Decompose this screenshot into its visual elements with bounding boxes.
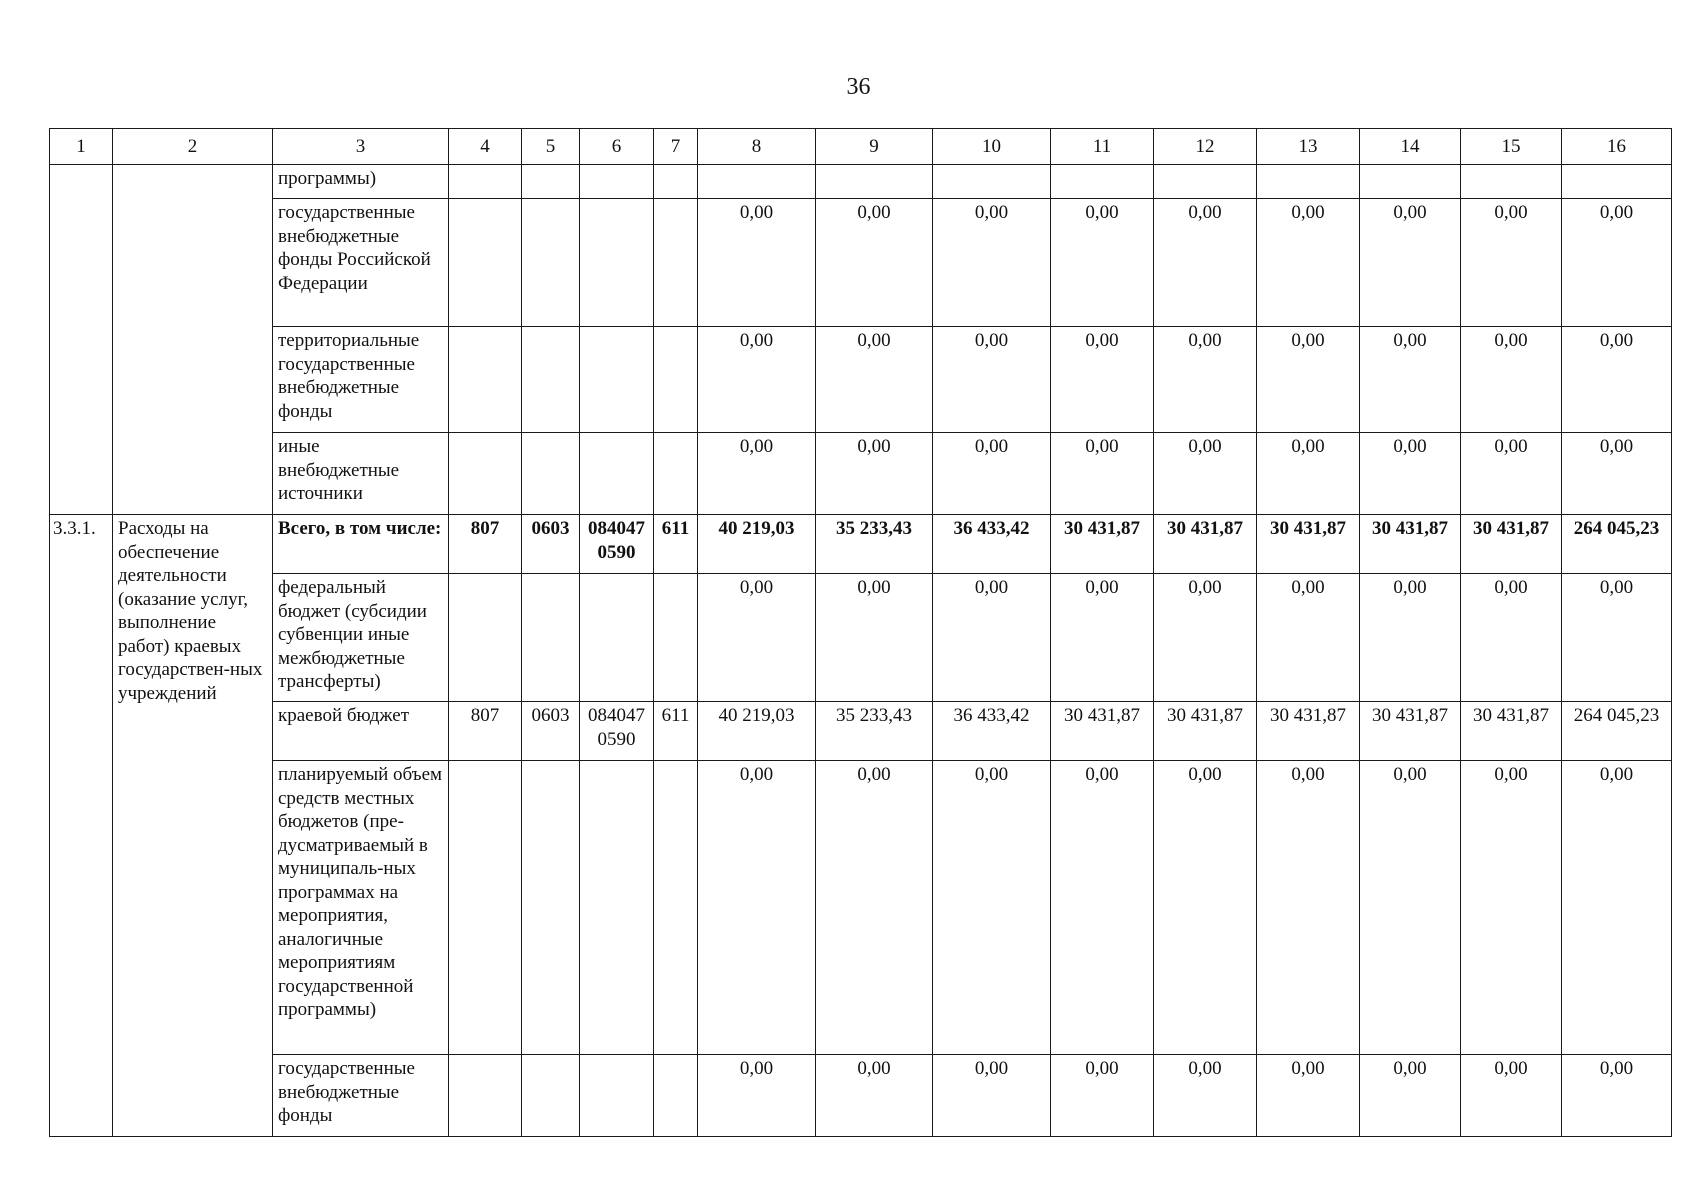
value-cell: 0,00	[816, 1055, 933, 1137]
value-cell: 0,00	[1154, 574, 1257, 702]
value-cell: 0,00	[698, 433, 816, 515]
value-cell: 0,00	[1051, 1055, 1154, 1137]
grbs-code	[449, 574, 522, 702]
value-cell	[698, 165, 816, 199]
column-header: 12	[1154, 129, 1257, 165]
funding-source: программы)	[273, 165, 449, 199]
value-cell: 0,00	[1461, 1055, 1562, 1137]
value-cell: 0,00	[933, 761, 1051, 1055]
value-cell	[933, 165, 1051, 199]
item-name-cell	[113, 165, 273, 515]
column-header: 10	[933, 129, 1051, 165]
value-cell: 0,00	[933, 433, 1051, 515]
value-cell: 0,00	[1154, 433, 1257, 515]
funding-source: государственные внебюджетные фонды Российской Федерации	[273, 199, 449, 327]
table-row	[50, 574, 1672, 702]
column-header: 8	[698, 129, 816, 165]
value-cell: 264 045,23	[1562, 515, 1672, 574]
vr-code	[654, 1055, 698, 1137]
value-cell: 0,00	[698, 327, 816, 433]
value-cell: 0,00	[1360, 1055, 1461, 1137]
value-cell: 30 431,87	[1154, 702, 1257, 761]
item-number-cell	[50, 165, 113, 515]
value-cell: 0,00	[1562, 199, 1672, 327]
value-cell: 0,00	[1360, 199, 1461, 327]
table-row	[50, 433, 1672, 515]
column-header: 5	[522, 129, 580, 165]
budget-table	[49, 128, 1672, 1137]
value-cell: 0,00	[1154, 1055, 1257, 1137]
value-cell	[1461, 165, 1562, 199]
value-cell: 0,00	[1562, 1055, 1672, 1137]
value-cell: 30 431,87	[1461, 515, 1562, 574]
value-cell: 0,00	[1461, 574, 1562, 702]
value-cell: 40 219,03	[698, 515, 816, 574]
funding-source: территориальные государственные внебюджетные фонды	[273, 327, 449, 433]
value-cell: 30 431,87	[1360, 515, 1461, 574]
value-cell: 0,00	[1051, 433, 1154, 515]
value-cell: 0,00	[698, 574, 816, 702]
grbs-code: 807	[449, 702, 522, 761]
grbs-code	[449, 761, 522, 1055]
value-cell: 0,00	[1154, 199, 1257, 327]
value-cell: 0,00	[816, 761, 933, 1055]
value-cell: 35 233,43	[816, 702, 933, 761]
value-cell	[816, 165, 933, 199]
csr-code: 084047 0590	[580, 702, 654, 761]
column-header: 14	[1360, 129, 1461, 165]
value-cell	[1257, 165, 1360, 199]
value-cell: 0,00	[1360, 574, 1461, 702]
column-header: 11	[1051, 129, 1154, 165]
value-cell: 0,00	[933, 1055, 1051, 1137]
value-cell: 30 431,87	[1461, 702, 1562, 761]
value-cell: 0,00	[933, 574, 1051, 702]
table-row	[50, 327, 1672, 433]
value-cell: 36 433,42	[933, 702, 1051, 761]
table-row	[50, 702, 1672, 761]
value-cell: 0,00	[1461, 433, 1562, 515]
value-cell: 0,00	[1461, 199, 1562, 327]
csr-code: 084047 0590	[580, 515, 654, 574]
page-number: 36	[846, 74, 871, 100]
table-row	[50, 1055, 1672, 1137]
header-row	[50, 129, 1672, 165]
value-cell: 30 431,87	[1257, 515, 1360, 574]
value-cell: 30 431,87	[1051, 702, 1154, 761]
value-cell: 0,00	[1051, 574, 1154, 702]
table-row	[50, 165, 1672, 199]
value-cell: 0,00	[1562, 574, 1672, 702]
value-cell	[1562, 165, 1672, 199]
value-cell: 0,00	[1562, 761, 1672, 1055]
column-header: 2	[113, 129, 273, 165]
item-name: Расходы на обеспечение деятельности (оказание услуг, выполнение работ) краевых государствен-ных учреждений	[113, 515, 273, 1137]
funding-source: краевой бюджет	[273, 702, 449, 761]
value-cell: 0,00	[816, 327, 933, 433]
funding-source: планируемый объем средств местных бюджетов (пре-дусматриваемый в муниципаль-ных программах на мероприятия, аналогичные мероприятиям государственной программы)	[273, 761, 449, 1055]
value-cell: 0,00	[698, 761, 816, 1055]
funding-source: иные внебюджетные источники	[273, 433, 449, 515]
table-row-total	[50, 515, 1672, 574]
column-header: 3	[273, 129, 449, 165]
rzpr-code: 0603	[522, 515, 580, 574]
value-cell: 30 431,87	[1051, 515, 1154, 574]
rzpr-code	[522, 1055, 580, 1137]
column-header: 6	[580, 129, 654, 165]
value-cell: 0,00	[1257, 327, 1360, 433]
funding-source: федеральный бюджет (субсидии субвенции иные межбюджетные трансферты)	[273, 574, 449, 702]
value-cell: 0,00	[1257, 761, 1360, 1055]
grbs-code	[449, 1055, 522, 1137]
value-cell	[1154, 165, 1257, 199]
value-cell: 0,00	[698, 199, 816, 327]
value-cell: 0,00	[698, 1055, 816, 1137]
value-cell: 0,00	[1562, 327, 1672, 433]
value-cell: 0,00	[816, 574, 933, 702]
table-row	[50, 199, 1672, 327]
value-cell: 264 045,23	[1562, 702, 1672, 761]
value-cell: 0,00	[1257, 574, 1360, 702]
value-cell: 0,00	[1154, 327, 1257, 433]
csr-code	[580, 761, 654, 1055]
column-header: 13	[1257, 129, 1360, 165]
value-cell: 0,00	[1461, 327, 1562, 433]
rzpr-code	[522, 761, 580, 1055]
value-cell: 40 219,03	[698, 702, 816, 761]
value-cell: 0,00	[1360, 761, 1461, 1055]
value-cell: 0,00	[933, 199, 1051, 327]
value-cell: 0,00	[933, 327, 1051, 433]
vr-code	[654, 761, 698, 1055]
column-header: 9	[816, 129, 933, 165]
value-cell: 35 233,43	[816, 515, 933, 574]
value-cell: 30 431,87	[1360, 702, 1461, 761]
value-cell: 0,00	[816, 433, 933, 515]
value-cell: 0,00	[1051, 327, 1154, 433]
value-cell: 0,00	[816, 199, 933, 327]
csr-code	[580, 1055, 654, 1137]
value-cell: 30 431,87	[1154, 515, 1257, 574]
vr-code: 611	[654, 702, 698, 761]
grbs-code: 807	[449, 515, 522, 574]
column-header: 15	[1461, 129, 1562, 165]
vr-code: 611	[654, 515, 698, 574]
value-cell: 0,00	[1051, 761, 1154, 1055]
value-cell: 0,00	[1257, 199, 1360, 327]
value-cell: 30 431,87	[1257, 702, 1360, 761]
column-header: 16	[1562, 129, 1672, 165]
funding-source: государственные внебюджетные фонды	[273, 1055, 449, 1137]
rzpr-code	[522, 574, 580, 702]
vr-code	[654, 574, 698, 702]
value-cell: 0,00	[1562, 433, 1672, 515]
value-cell: 36 433,42	[933, 515, 1051, 574]
value-cell	[1360, 165, 1461, 199]
value-cell: 0,00	[1257, 433, 1360, 515]
value-cell	[1051, 165, 1154, 199]
column-header: 4	[449, 129, 522, 165]
value-cell: 0,00	[1154, 761, 1257, 1055]
value-cell: 0,00	[1360, 327, 1461, 433]
csr-code	[580, 574, 654, 702]
item-number: 3.3.1.	[50, 515, 113, 1137]
rzpr-code: 0603	[522, 702, 580, 761]
value-cell: 0,00	[1360, 433, 1461, 515]
column-header: 1	[50, 129, 113, 165]
value-cell: 0,00	[1257, 1055, 1360, 1137]
table-row	[50, 761, 1672, 1055]
value-cell: 0,00	[1051, 199, 1154, 327]
value-cell: 0,00	[1461, 761, 1562, 1055]
funding-source: Всего, в том числе:	[273, 515, 449, 574]
column-header: 7	[654, 129, 698, 165]
